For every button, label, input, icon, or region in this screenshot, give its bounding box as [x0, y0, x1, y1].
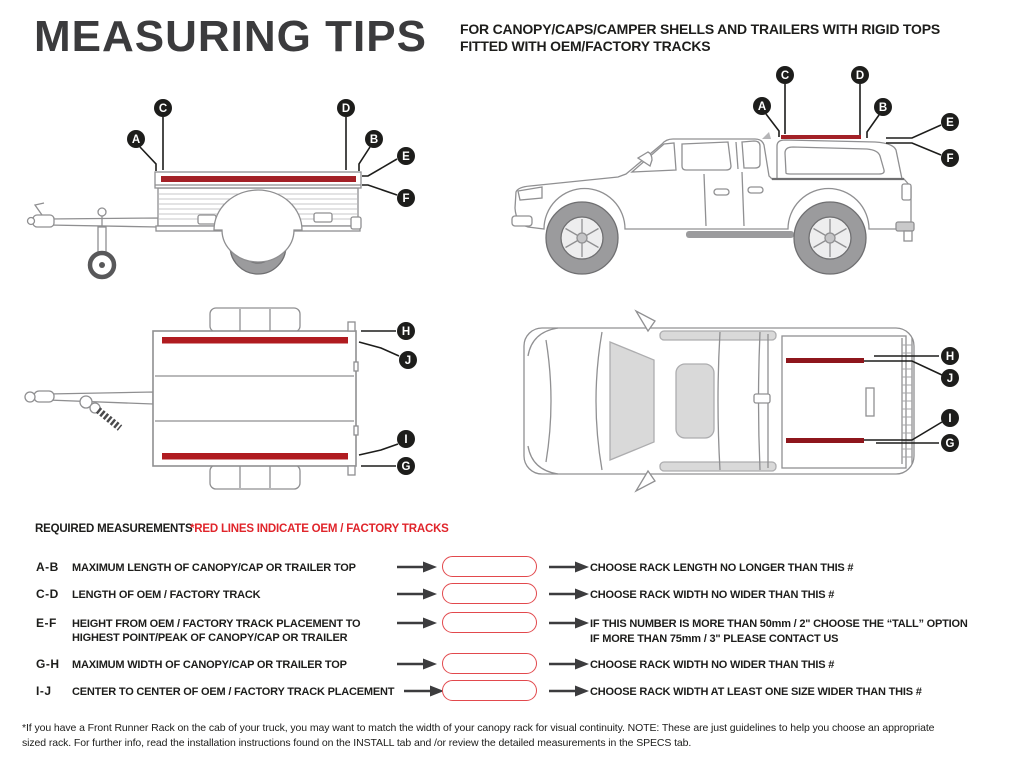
svg-text:F: F — [946, 153, 954, 165]
svg-text:D: D — [855, 70, 865, 82]
svg-text:E: E — [402, 151, 410, 163]
svg-text:A: A — [131, 134, 141, 146]
oem-track-red-line-top — [162, 337, 348, 344]
measurement-input-box — [442, 680, 537, 701]
marker-h — [397, 322, 415, 340]
oem-track-red-line-top — [786, 358, 864, 363]
marker-e — [397, 147, 415, 165]
row-description: MAXIMUM WIDTH OF CANOPY/CAP OR TRAILER TOP — [72, 659, 347, 671]
row-description-line-1: HEIGHT FROM OEM / FACTORY TRACK PLACEMENT TO — [72, 618, 361, 630]
oem-track-red-line — [781, 135, 861, 139]
row-key: C-D — [36, 587, 59, 601]
truck-side-view — [498, 58, 1022, 300]
subtitle-line-1: FOR CANOPY/CAPS/CAMPER SHELLS AND TRAILERS WITH RIGID TOPS — [460, 21, 940, 37]
svg-text:F: F — [402, 193, 410, 205]
measurement-row-ij — [0, 680, 1024, 708]
row-guidance: CHOOSE RACK WIDTH NO WIDER THAN THIS # — [590, 589, 835, 601]
svg-text:J: J — [946, 373, 954, 385]
oem-track-red-line-bottom — [786, 438, 864, 443]
svg-text:E: E — [946, 117, 954, 129]
marker-b — [365, 130, 383, 148]
marker-a — [753, 97, 771, 115]
row-guidance: CHOOSE RACK LENGTH NO LONGER THAN THIS # — [590, 562, 854, 574]
svg-text:A: A — [757, 101, 767, 113]
marker-a — [127, 130, 145, 148]
marker-d — [337, 99, 355, 117]
oem-track-red-line — [161, 176, 356, 182]
svg-text:H: H — [945, 351, 955, 363]
row-key: I-J — [36, 684, 52, 698]
row-description — [72, 617, 360, 645]
row-key: E-F — [36, 616, 57, 630]
row-key: G-H — [36, 657, 60, 671]
svg-text:B: B — [369, 134, 379, 146]
arrow-right-icon — [549, 588, 589, 600]
measurement-row-ef — [0, 612, 1024, 648]
svg-text:J: J — [404, 355, 412, 367]
row-key: A-B — [36, 560, 59, 574]
footnote-line-2: sized rack. For further info, read the installation instructions found on the INSTALL tab and /or review the detailed measurements in the SPECS tab. — [22, 736, 692, 749]
row-guidance-line-1: IF THIS NUMBER IS MORE THAN 50mm / 2" CHOOSE THE “TALL” OPTION — [590, 618, 968, 630]
arrow-right-icon — [397, 588, 437, 600]
trailer-body — [25, 308, 358, 489]
arrow-right-icon — [549, 617, 589, 629]
marker-f — [397, 189, 415, 207]
marker-e — [941, 113, 959, 131]
marker-i — [941, 409, 959, 427]
markers — [941, 347, 959, 452]
row-guidance: CHOOSE RACK WIDTH NO WIDER THAN THIS # — [590, 659, 835, 671]
footnote — [22, 721, 1012, 750]
marker-h — [941, 347, 959, 365]
marker-c — [154, 99, 172, 117]
arrow-right-icon — [549, 658, 589, 670]
footnote-line-1: *If you have a Front Runner Rack on the cab of your truck, you may want to match the width of your canopy rack for visual continuity. NOTE: These are just guidelines to help you choose an appropriate — [22, 722, 935, 734]
leader-lines — [359, 331, 399, 466]
measurement-input-box — [442, 583, 537, 604]
red-lines-note: *RED LINES INDICATE OEM / FACTORY TRACKS — [190, 523, 449, 535]
row-description-line-2: HIGHEST POINT/PEAK OF CANOPY/CAP OR TRAILER — [72, 632, 348, 644]
svg-text:I: I — [948, 413, 952, 425]
marker-b — [874, 98, 892, 116]
svg-text:G: G — [945, 438, 955, 450]
arrow-right-icon — [397, 561, 437, 573]
truck-body — [512, 132, 914, 274]
oem-track-red-line-bottom — [162, 453, 348, 460]
marker-d — [851, 66, 869, 84]
svg-text:H: H — [401, 326, 411, 338]
svg-text:C: C — [158, 103, 168, 115]
marker-g — [941, 434, 959, 452]
svg-text:B: B — [878, 102, 888, 114]
row-guidance-line-2: IF MORE THAN 75mm / 3" PLEASE CONTACT US — [590, 633, 839, 645]
marker-j — [941, 369, 959, 387]
truck-top-view — [498, 298, 1022, 510]
row-guidance — [590, 617, 968, 647]
marker-i — [397, 430, 415, 448]
trailer-side-view — [18, 88, 438, 300]
arrow-right-icon — [397, 658, 437, 670]
measurement-row-cd — [0, 583, 1024, 611]
arrow-right-icon — [397, 617, 437, 629]
section-title: REQUIRED MEASUREMENTS — [35, 523, 193, 535]
row-description: CENTER TO CENTER OF OEM / FACTORY TRACK PLACEMENT — [72, 686, 395, 698]
page-subtitle — [460, 21, 940, 55]
markers — [397, 322, 417, 475]
row-description: LENGTH OF OEM / FACTORY TRACK — [72, 589, 261, 601]
measurement-row-ab — [0, 556, 1024, 584]
trailer-top-view — [18, 298, 438, 510]
marker-c — [776, 66, 794, 84]
arrow-right-icon — [549, 685, 589, 697]
measurement-input-box — [442, 556, 537, 577]
arrow-right-icon — [549, 561, 589, 573]
row-guidance: CHOOSE RACK WIDTH AT LEAST ONE SIZE WIDER THAN THIS # — [590, 686, 922, 698]
svg-text:C: C — [780, 70, 790, 82]
row-description: MAXIMUM LENGTH OF CANOPY/CAP OR TRAILER TOP — [72, 562, 356, 574]
marker-j — [399, 351, 417, 369]
trailer-body — [28, 172, 362, 277]
measurement-input-box — [442, 653, 537, 674]
measurement-input-box — [442, 612, 537, 633]
marker-f — [941, 149, 959, 167]
measurement-row-gh — [0, 653, 1024, 681]
arrow-right-icon — [404, 685, 444, 697]
truck-body — [524, 311, 914, 491]
svg-text:I: I — [404, 434, 408, 446]
svg-text:D: D — [341, 103, 351, 115]
page-title: MEASURING TIPS — [34, 12, 427, 61]
svg-text:G: G — [401, 461, 411, 473]
subtitle-line-2: FITTED WITH OEM/FACTORY TRACKS — [460, 38, 711, 54]
marker-g — [397, 457, 415, 475]
